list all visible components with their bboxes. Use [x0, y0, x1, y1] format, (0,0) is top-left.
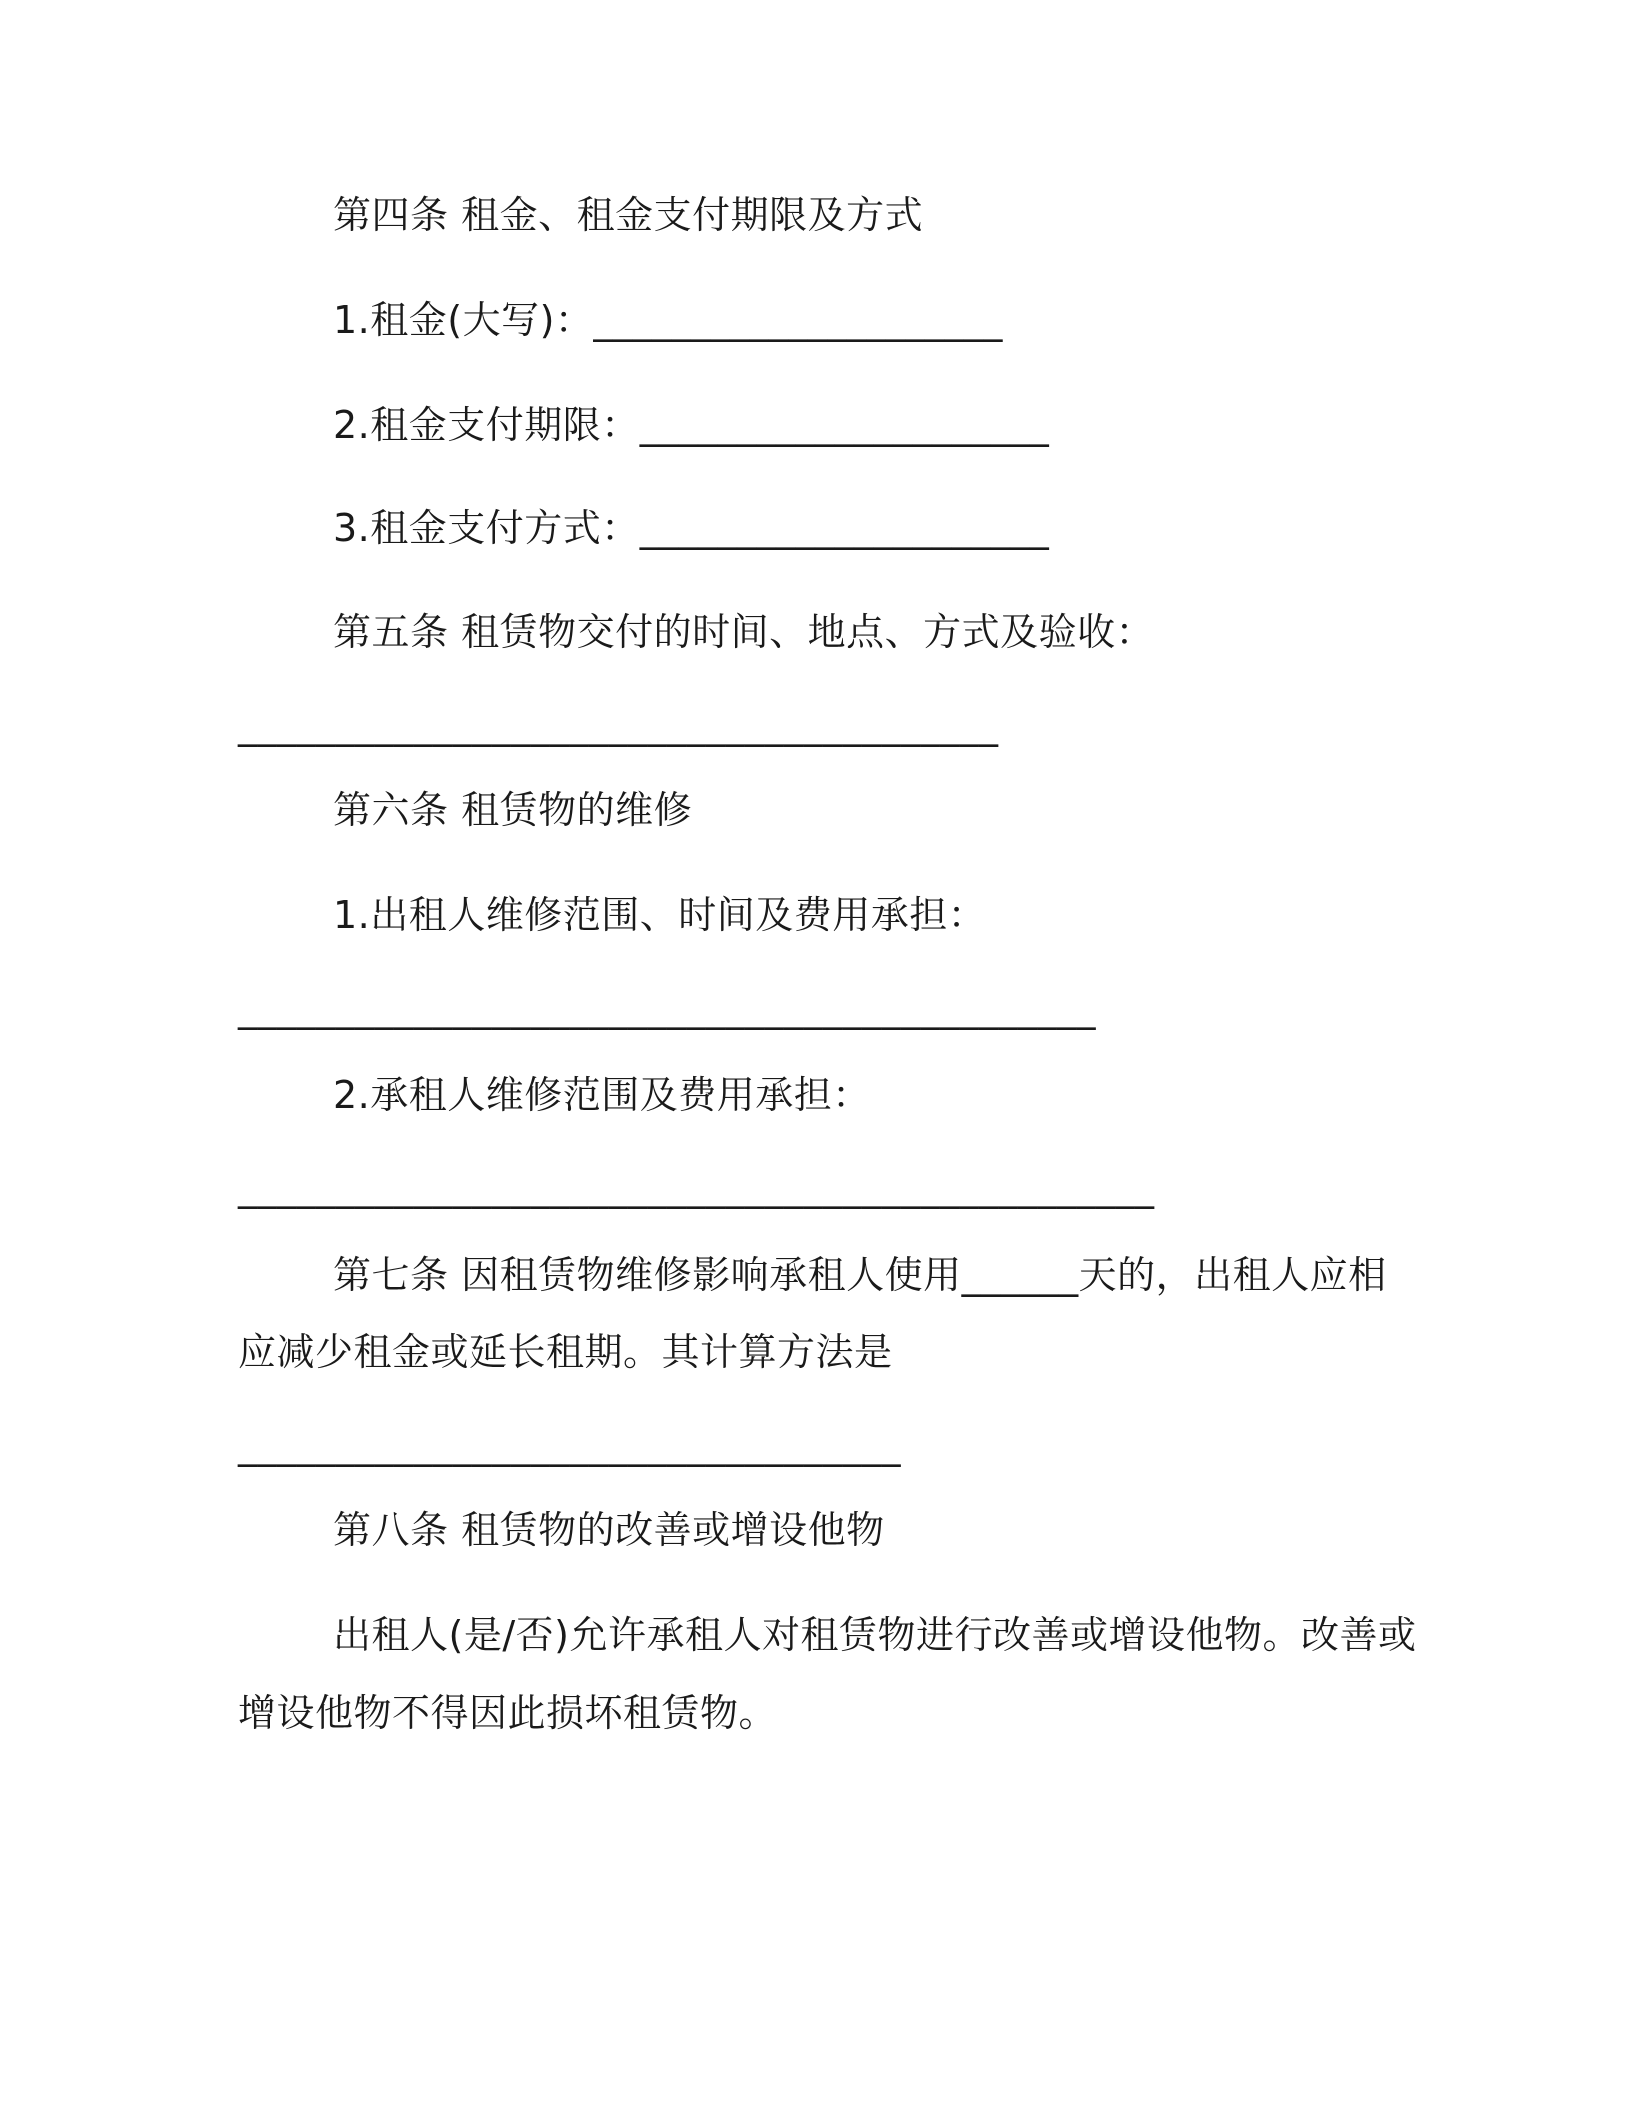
article-7-line-1: 第七条 因租赁物维修影响承租人使用______天的，出租人应相: [333, 1253, 1387, 1297]
article-4-item-2: 2.租金支付期限：_____________________: [333, 403, 1050, 447]
article-4-item-1: 1.租金(大写)：_____________________: [333, 298, 1003, 342]
article-5-blank: _______________________________________: [238, 703, 999, 747]
article-7-line-2: 应减少租金或延长租期。其计算方法是: [238, 1330, 893, 1374]
article-8-line-1: 出租人(是/否)允许承租人对租赁物进行改善或增设他物。改善或: [333, 1613, 1417, 1657]
article-8-line-2: 增设他物不得因此损坏租赁物。: [238, 1691, 778, 1735]
article-6-item-1: 1.出租人维修范围、时间及费用承担：: [333, 893, 987, 937]
article-6-item-2: 2.承租人维修范围及费用承担：: [333, 1073, 871, 1117]
article-8-heading: 第八条 租赁物的改善或增设他物: [333, 1508, 885, 1552]
article-6-item-1-blank: ____________________________________________: [238, 986, 1096, 1030]
article-4-item-3: 3.租金支付方式：_____________________: [333, 506, 1050, 550]
article-6-item-2-blank: _______________________________________________: [238, 1165, 1155, 1209]
article-7-blank: __________________________________: [238, 1423, 901, 1467]
article-4-heading: 第四条 租金、租金支付期限及方式: [333, 193, 924, 237]
article-5-heading: 第五条 租赁物交付的时间、地点、方式及验收：: [333, 610, 1155, 654]
article-6-heading: 第六条 租赁物的维修: [333, 788, 693, 832]
